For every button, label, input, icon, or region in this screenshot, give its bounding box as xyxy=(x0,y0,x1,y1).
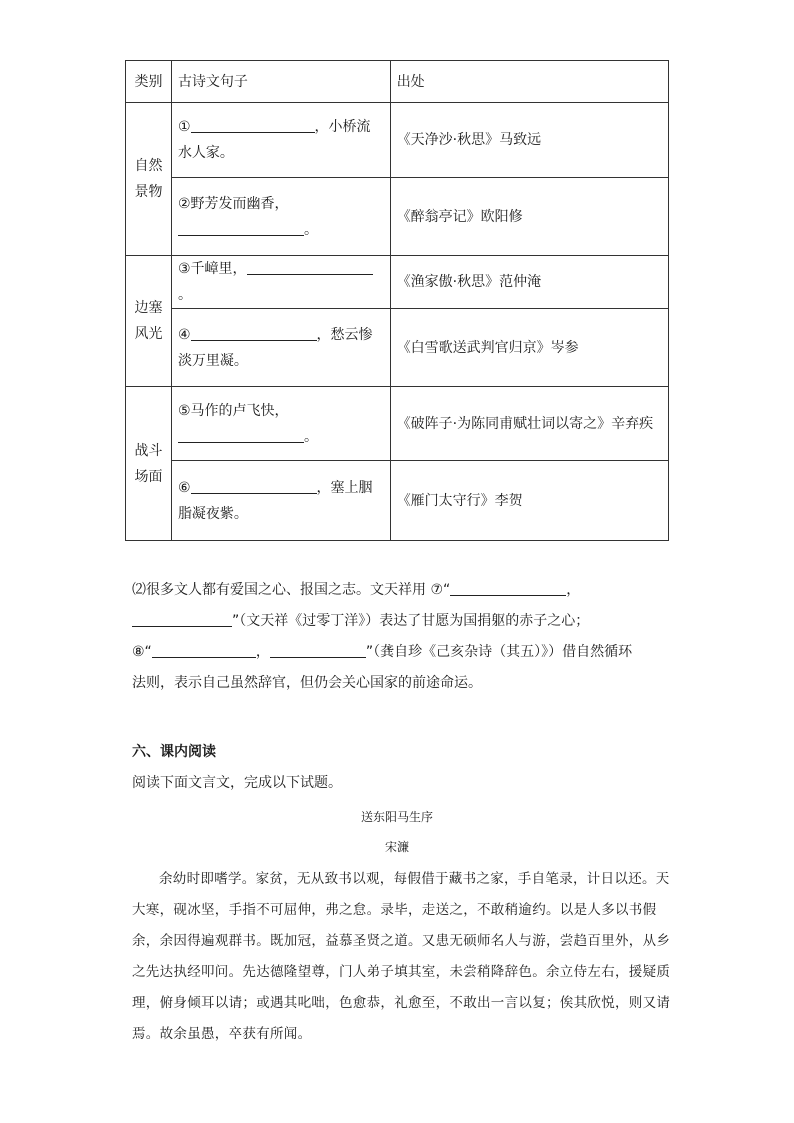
instruction-text: 阅读下面文言文，完成以下试题。 xyxy=(132,775,342,791)
source-cell: 《雁门太守行》李贺 xyxy=(390,461,668,541)
answer-blank-3[interactable] xyxy=(247,256,373,275)
sentence-text: 。 xyxy=(177,287,192,303)
source-cell: 《渔家傲·秋思》范仲淹 xyxy=(390,256,668,309)
sentence-cell xyxy=(171,309,390,387)
sentence-text: 千嶂里， xyxy=(190,261,247,277)
sentence-text: ，塞上胭脂凝夜紫。 xyxy=(177,479,373,522)
sentence-text: ，小桥流水人家。 xyxy=(177,119,371,161)
passage-author: 宋濂 xyxy=(384,840,409,854)
header-category: 类别 xyxy=(126,61,172,103)
source-cell: 《醉翁亭记》欧阳修 xyxy=(390,178,668,256)
passage-title: 送东阳马生序 xyxy=(360,810,433,824)
table-row xyxy=(126,256,669,309)
header-sentence: 古诗文句子 xyxy=(171,61,390,103)
item-number: ② xyxy=(177,195,191,212)
passage-text: 余幼时即嗜学。家贫，无从致书以观，每假借于藏书之家，手自笔录，计日以还。天大寒，砚冰坚，手指不可屈伸，弗之怠。录毕，走送之，不敢稍逾约。以是人多以书假余，余因得遍观群书。既加冠，益慕圣贤之道。又患无硕师名人与游，尝趋百里外，从乡之先达执经叩问。先达德隆望尊，门人弟子填其室，未尝稍降辞色。余立侍左右，援疑质理，俯身倾耳以请；或遇其叱咄，色愈恭，礼愈至，不敢出一言以复；俟其欣悦，则又请焉。故余虽愚，卒获有所闻。 xyxy=(132,871,671,1042)
table-row xyxy=(126,103,669,178)
item-number: ⑥ xyxy=(177,479,191,496)
answer-blank-4[interactable] xyxy=(191,322,317,341)
sentence-text: 马作的卢飞快， xyxy=(190,402,289,419)
source-cell: 《白雪歌送武判官归京》岑参 xyxy=(390,309,668,387)
table-row xyxy=(126,461,669,541)
sentence-cell xyxy=(171,178,390,256)
answer-blank-7b[interactable] xyxy=(132,608,232,627)
question-2-line-2: ”（文天祥《过零丁洋》）表达了甘愿为国捐躯的赤子之心； xyxy=(132,605,672,637)
question-2-line-1: ⑵很多文人都有爱国之心、报国之志。文天祥用 ⑦“ ， xyxy=(132,574,672,606)
sentence-cell xyxy=(171,461,390,541)
answer-blank-7a[interactable] xyxy=(450,577,566,596)
table-row xyxy=(126,178,669,256)
answer-blank-8b[interactable] xyxy=(270,639,366,658)
table-row xyxy=(126,309,669,387)
sentence-text: 。 xyxy=(303,428,318,445)
question-2-line-4: 法则，表示自己虽然辞官，但仍会关心国家的前途命运。 xyxy=(132,675,482,691)
answer-blank-8a[interactable] xyxy=(152,639,256,658)
answer-blank-5[interactable] xyxy=(178,424,304,443)
sentence-cell xyxy=(171,103,390,178)
item-number: ③ xyxy=(177,261,191,277)
answer-blank-1[interactable] xyxy=(191,114,315,133)
source-cell: 《破阵子·为陈同甫赋壮词以寄之》辛弃疾 xyxy=(390,387,668,461)
poetry-table xyxy=(125,60,669,541)
sentence-text: ，愁云惨淡万里凝。 xyxy=(177,326,373,369)
category-cell: 边塞风光 xyxy=(126,256,172,387)
item-number: ① xyxy=(177,119,191,135)
category-cell: 自然景物 xyxy=(126,103,172,256)
sentence-text: 野芳发而幽香， xyxy=(190,195,289,212)
table-header-row xyxy=(126,61,669,103)
sentence-cell xyxy=(171,387,390,461)
source-cell: 《天净沙·秋思》马致远 xyxy=(390,103,668,178)
item-number: ④ xyxy=(177,326,191,343)
question-2-line-3: ⑧“ ， ”（龚自珍《己亥杂诗（其五）》）借自然循环 xyxy=(132,636,672,668)
header-source: 出处 xyxy=(390,61,668,103)
item-number: ⑤ xyxy=(177,402,191,419)
table-row xyxy=(126,387,669,461)
category-cell: 战斗场面 xyxy=(126,387,172,541)
sentence-text: 。 xyxy=(303,221,318,238)
sentence-cell xyxy=(171,256,390,309)
section-heading: 六、课内阅读 xyxy=(132,744,216,760)
answer-blank-6[interactable] xyxy=(191,475,317,494)
answer-blank-2[interactable] xyxy=(178,217,304,236)
